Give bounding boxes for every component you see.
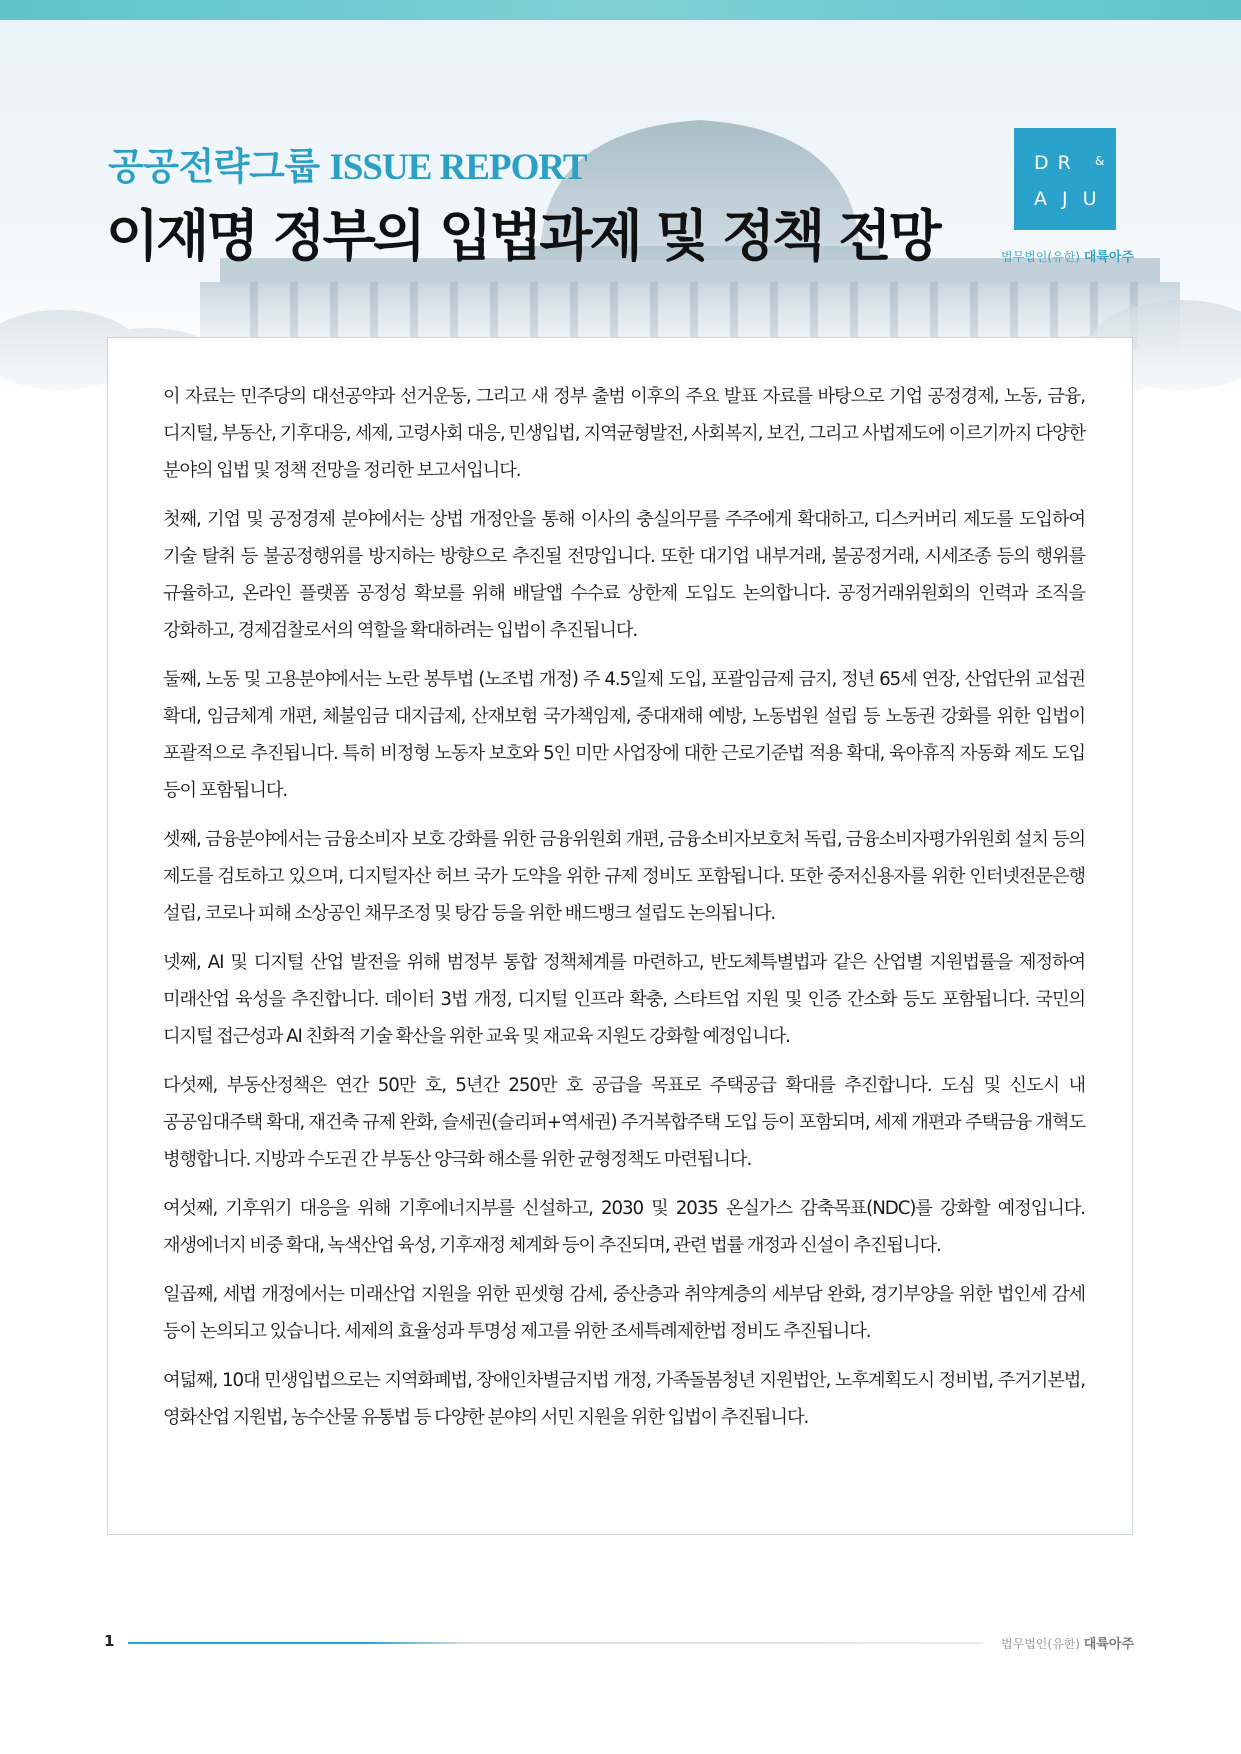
- firm-logo: [1014, 128, 1116, 230]
- series-label-english: ISSUE REPORT: [329, 147, 587, 188]
- page-title: 이재명 정부의 입법과제 및 정책 전망: [106, 204, 939, 268]
- logo-line-1: DR: [1034, 152, 1080, 174]
- paragraph-seventh: 일곱째, 세법 개정에서는 미래산업 지원을 위한 핀셋형 감세, 중산층과 취약계층의 세부담 완화, 경기부양을 위한 법인세 감세 등이 논의되고 있습니다. 세제의 효율성과 투명성 제고를 위한 조세특례제한법 정비도 추진됩니다.: [163, 1284, 1085, 1342]
- footer-firm-name: [1001, 1633, 1134, 1652]
- content-box: [107, 337, 1133, 1535]
- paragraph-fourth: 넷째, AI 및 디지털 산업 발전을 위해 범정부 통합 정책체계를 마련하고, 반도체특별법과 같은 산업별 지원법률을 제정하여 미래산업 육성을 추진합니다. 데이터 3법 개정, 디지털 인프라 확충, 스타트업 지원 및 인증 간소화 등도 포함됩니다. 국민의 디지털 접근성과 AI 친화적 기술 확산을 위한 교육 및 재교육 지원도 강화할 예정입니다.: [163, 952, 1085, 1047]
- paragraph-second: 둘째, 노동 및 고용분야에서는 노란 봉투법 (노조법 개정) 주 4.5일제 도입, 포괄임금제 금지, 정년 65세 연장, 산업단위 교섭권 확대, 임금체계 개편, 체불임금 대지급제, 산재보험 국가책임제, 중대재해 예방, 노동법원 설립 등 노동권 강화를 위한 입법이 포괄적으로 추진됩니다. 특히 비정형 노동자 보호와 5인 미만 사업장에 대한 근로기준법 적용 확대, 육아휴직 자동화 제도 도입 등이 포함됩니다.: [163, 669, 1085, 801]
- paragraph-sixth: 여섯째, 기후위기 대응을 위해 기후에너지부를 신설하고, 2030 및 2035 온실가스 감축목표(NDC)를 강화할 예정입니다. 재생에너지 비중 확대, 녹색산업 육성, 기후재정 체계화 등이 추진되며, 관련 법률 개정과 신설이 추진됩니다.: [163, 1198, 1085, 1256]
- footer-org-prefix: 법무법인(유한): [1001, 1637, 1080, 1651]
- footer-divider: [128, 1642, 983, 1644]
- series-label-korean: 공공전략그룹: [108, 147, 320, 188]
- logo-caption-name: 대륙아주: [1083, 250, 1134, 265]
- logo-line-2: AJU: [1034, 188, 1112, 210]
- logo-caption-prefix: 법무법인(유한): [1001, 250, 1080, 264]
- paragraph-third: 셋째, 금융분야에서는 금융소비자 보호 강화를 위한 금융위원회 개편, 금융소비자보호처 독립, 금융소비자평가위원회 설치 등의 제도를 검토하고 있으며, 디지털자산 허브 국가 도약을 위한 규제 정비도 포함됩니다. 또한 중저신용자를 위한 인터넷전문은행 설립, 코로나 피해 소상공인 채무조정 및 탕감 등을 위한 배드뱅크 설립도 논의됩니다.: [163, 829, 1085, 924]
- body-text: [163, 378, 1085, 1448]
- top-accent-band: [0, 0, 1241, 20]
- paragraph-fifth: 다섯째, 부동산정책은 연간 50만 호, 5년간 250만 호 공급을 목표로 주택공급 확대를 추진합니다. 도심 및 신도시 내 공공임대주택 확대, 재건축 규제 완화, 슬세권(슬리퍼+역세권) 주거복합주택 도입 등이 포함되며, 세제 개편과 주택금융 개혁도 병행합니다. 지방과 수도권 간 부동산 양극화 해소를 위한 균형정책도 마련됩니다.: [163, 1075, 1085, 1170]
- logo-ampersand: &: [1095, 154, 1105, 168]
- paragraph-first: 첫째, 기업 및 공정경제 분야에서는 상법 개정안을 통해 이사의 충실의무를 주주에게 확대하고, 디스커버리 제도를 도입하여 기술 탈취 등 불공정행위를 방지하는 방향으로 추진될 전망입니다. 또한 대기업 내부거래, 불공정거래, 시세조종 등의 행위를 규율하고, 온라인 플랫폼 공정성 확보를 위해 배달앱 수수료 상한제 도입도 논의합니다. 공정거래위원회의 인력과 조직을 강화하고, 경제검찰로서의 역할을 확대하려는 입법이 추진됩니다.: [163, 509, 1085, 641]
- paragraph-intro: 이 자료는 민주당의 대선공약과 선거운동, 그리고 새 정부 출범 이후의 주요 발표 자료를 바탕으로 기업 공정경제, 노동, 금융, 디지털, 부동산, 기후대응, 세제, 고령사회 대응, 민생입법, 지역균형발전, 사회복지, 보건, 그리고 사법제도에 이르기까지 다양한 분야의 입법 및 정책 전망을 정리한 보고서입니다.: [163, 386, 1085, 481]
- footer-org-name: 대륙아주: [1083, 1637, 1134, 1652]
- paragraph-eighth: 여덟째, 10대 민생입법으로는 지역화폐법, 장애인차별금지법 개정, 가족돌봄청년 지원법안, 노후계획도시 정비법, 주거기본법, 영화산업 지원법, 농수산물 유통법 등 다양한 분야의 서민 지원을 위한 입법이 추진됩니다.: [163, 1370, 1085, 1428]
- logo-caption: [1001, 246, 1134, 265]
- page-number: 1: [104, 1632, 115, 1650]
- series-label: [108, 136, 587, 190]
